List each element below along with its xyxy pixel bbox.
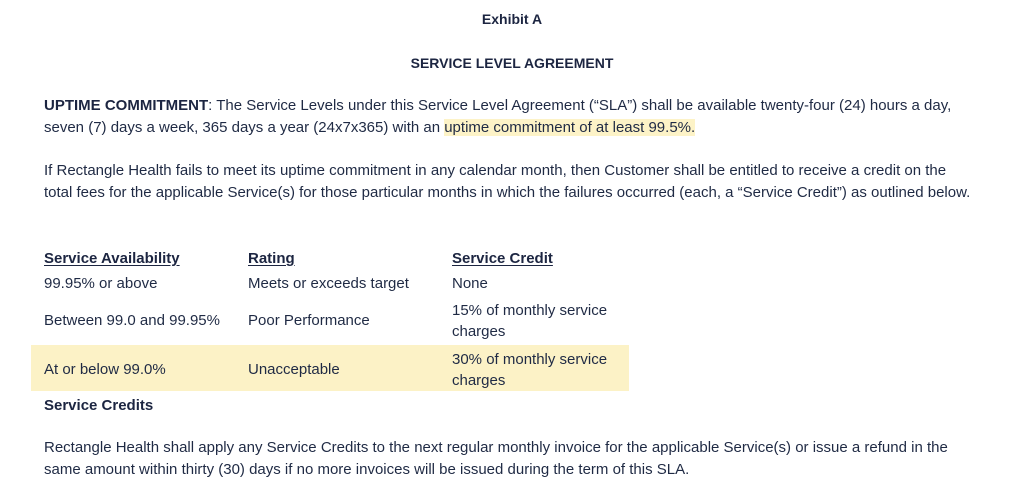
refund-paragraph: Rectangle Health shall apply any Service Credits to the next regular monthly invoice for the applicable Service(s) or issue a refund in the same amount within thirty (30) days if no more invoices will be issued during the term of this SLA. <box>44 439 948 478</box>
table-header-service-credit: Service Credit <box>452 250 553 267</box>
table-header-availability: Service Availability <box>44 250 180 267</box>
table-cell: Poor Performance <box>248 312 370 329</box>
service-credit-paragraph: If Rectangle Health fails to meet its uptime commitment in any calendar month, then Customer shall be entitled to receive a credit on the total fees for the applicable Service(s) for those particular months in which the failures occurred (each, a “Service Credit”) as outlined below. <box>44 162 971 201</box>
table-cell: Unacceptable <box>248 361 340 378</box>
table-cell: 99.95% or above <box>44 275 158 292</box>
service-credits-heading: Service Credits <box>44 397 154 414</box>
uptime-commitment-paragraph <box>44 95 974 139</box>
exhibit-label: Exhibit A <box>481 11 543 27</box>
table-cell: At or below 99.0% <box>44 361 166 378</box>
uptime-commitment-label: UPTIME COMMITMENT <box>44 97 209 114</box>
table-cell: Between 99.0 and 99.95% <box>44 312 220 329</box>
table-cell: Meets or exceeds target <box>248 275 409 292</box>
table-header-rating: Rating <box>248 250 295 267</box>
table-cell: None <box>452 275 488 292</box>
uptime-commitment-text: : The Service Levels under this Service Level Agreement (“SLA”) shall be available twenty-four (24) hours a day, seven (7) days a week, 365 days a year (24x7x365) with an <box>44 97 952 136</box>
table-cell: 15% of monthly service charges <box>452 302 608 340</box>
uptime-commitment-highlight: uptime commitment of at least 99.5%. <box>444 119 696 136</box>
table-cell: 30% of monthly service charges <box>452 351 608 389</box>
document-title: SERVICE LEVEL AGREEMENT <box>410 55 614 71</box>
